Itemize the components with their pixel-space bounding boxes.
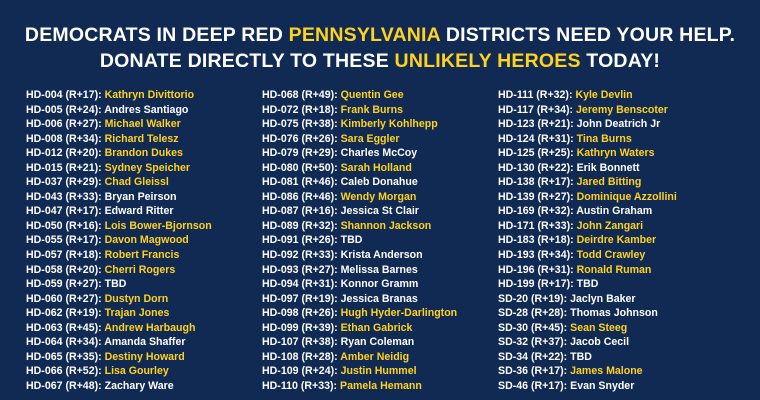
district-label: SD-20 (R+19): — [498, 292, 568, 305]
candidate-column — [498, 88, 734, 393]
candidate-entry — [498, 175, 728, 190]
candidate-entry — [26, 190, 256, 205]
district-label: HD-099 (R+39): — [262, 321, 338, 334]
candidate-name: Ronald Ruman — [576, 263, 652, 276]
district-label: HD-089 (R+32): — [262, 219, 338, 232]
district-label: HD-117 (R+34): — [498, 103, 574, 116]
candidate-name: Justin Hummel — [340, 365, 417, 378]
candidate-entry — [26, 204, 256, 219]
candidate-entry — [262, 379, 492, 394]
candidate-name: Lisa Gourley — [104, 365, 169, 378]
candidate-entry — [262, 248, 492, 263]
district-label: HD-125 (R+25): — [498, 147, 574, 160]
candidate-entry — [26, 248, 256, 263]
candidate-name: Jared Bitting — [576, 176, 642, 189]
candidate-name: Charles McCoy — [340, 147, 418, 160]
candidate-entry — [26, 263, 256, 278]
district-label: HD-060 (R+27): — [26, 292, 102, 305]
candidate-entry — [26, 117, 256, 132]
candidate-name: Deirdre Kamber — [576, 234, 657, 247]
district-label: HD-092 (R+33): — [262, 249, 338, 262]
candidate-name: Amanda Shaffer — [104, 336, 186, 349]
candidate-name: Kimberly Kohlhepp — [340, 118, 438, 131]
district-label: HD-066 (R+52): — [26, 365, 102, 378]
headline-line-2-part-b: TODAY! — [580, 50, 661, 72]
candidate-name: Austin Graham — [576, 205, 653, 218]
candidate-name: Dustyn Dorn — [104, 292, 169, 305]
candidate-name: Thomas Johnson — [570, 307, 658, 320]
candidate-name: Krista Anderson — [340, 249, 423, 262]
candidate-name: Tina Burns — [576, 132, 632, 145]
district-label: HD-111 (R+32): — [498, 89, 573, 101]
district-label: HD-079 (R+29): — [262, 147, 338, 160]
candidate-name: Sydney Speicher — [104, 161, 190, 174]
district-label: HD-055 (R+17): — [26, 234, 102, 247]
district-label: HD-193 (R+34): — [498, 249, 574, 262]
candidate-entry — [498, 292, 728, 307]
district-label: SD-36 (R+17): — [498, 365, 568, 378]
district-label: SD-28 (R+28): — [498, 307, 568, 320]
candidate-name: Erik Bonnett — [576, 161, 640, 174]
district-label: HD-124 (R+31): — [498, 132, 574, 145]
district-label: HD-076 (R+26): — [262, 132, 338, 145]
candidate-name: Quentin Gee — [340, 89, 404, 101]
district-label: HD-050 (R+16): — [26, 219, 102, 232]
candidate-column — [262, 88, 498, 393]
district-label: HD-130 (R+22): — [498, 161, 574, 174]
district-label: HD-012 (R+20): — [26, 147, 102, 160]
candidate-columns — [0, 74, 760, 393]
district-label: HD-080 (R+50): — [262, 161, 338, 174]
candidate-entry — [498, 190, 728, 205]
candidate-entry — [498, 103, 728, 118]
candidate-entry — [26, 350, 256, 365]
candidate-entry — [262, 190, 492, 205]
candidate-name: TBD — [104, 278, 127, 291]
district-label: HD-005 (R+24): — [26, 103, 102, 116]
candidate-name: Evan Snyder — [570, 379, 635, 392]
candidate-entry — [498, 248, 728, 263]
district-label: HD-171 (R+33): — [498, 219, 574, 232]
candidate-entry — [498, 379, 728, 394]
candidate-name: Jeremy Benscoter — [576, 103, 668, 116]
candidate-name: Melissa Barnes — [340, 263, 418, 276]
candidate-name: Chad Gleissl — [104, 176, 169, 189]
candidate-entry — [26, 219, 256, 234]
candidate-name: Richard Telesz — [104, 132, 179, 145]
candidate-entry — [498, 219, 728, 234]
district-label: HD-107 (R+38): — [262, 336, 338, 349]
candidate-entry — [26, 364, 256, 379]
candidate-entry — [262, 132, 492, 147]
candidate-name: Hugh Hyder-Darlington — [340, 307, 458, 320]
candidate-name: Todd Crawley — [576, 249, 646, 262]
candidate-entry — [26, 132, 256, 147]
candidate-entry — [262, 306, 492, 321]
candidate-entry — [26, 292, 256, 307]
candidate-entry — [498, 132, 728, 147]
candidate-entry — [26, 88, 256, 103]
district-label: HD-062 (R+19): — [26, 307, 102, 320]
candidate-entry — [498, 335, 728, 350]
candidate-name: Ryan Coleman — [340, 336, 415, 349]
district-label: HD-043 (R+33): — [26, 190, 102, 203]
district-label: HD-086 (R+46): — [262, 190, 338, 203]
candidate-entry — [26, 321, 256, 336]
district-label: HD-087 (R+16): — [262, 205, 338, 218]
candidate-name: Edward Ritter — [104, 205, 174, 218]
district-label: HD-047 (R+17): — [26, 205, 102, 218]
candidate-name: Caleb Donahue — [340, 176, 418, 189]
district-label: HD-015 (R+21): — [26, 161, 102, 174]
candidate-name: Cherri Rogers — [104, 263, 176, 276]
headline-highlight-heroes: UNLIKELY HEROES — [394, 50, 581, 72]
candidate-entry — [498, 277, 728, 292]
candidate-entry — [262, 204, 492, 219]
candidate-entry — [262, 263, 492, 278]
district-label: HD-068 (R+49): — [262, 89, 338, 101]
candidate-entry — [262, 335, 492, 350]
district-label: HD-064 (R+34): — [26, 336, 102, 349]
candidate-name: Davon Magwood — [104, 234, 189, 247]
district-label: HD-063 (R+45): — [26, 321, 102, 334]
candidate-entry — [262, 219, 492, 234]
district-label: HD-138 (R+17): — [498, 176, 574, 189]
candidate-name: Jessica Branas — [340, 292, 418, 305]
candidate-name: Shannon Jackson — [340, 219, 432, 232]
district-label: HD-037 (R+29): — [26, 176, 102, 189]
candidate-name: Jaclyn Baker — [570, 292, 636, 305]
district-label: HD-065 (R+35): — [26, 350, 102, 363]
candidate-name: Lois Bower-Bjornson — [104, 219, 212, 232]
candidate-entry — [262, 277, 492, 292]
candidate-name: TBD — [576, 278, 599, 291]
candidate-entry — [26, 379, 256, 394]
district-label: HD-093 (R+27): — [262, 263, 338, 276]
candidate-name: Kyle Devlin — [575, 89, 633, 101]
district-label: HD-091 (R+26): — [262, 234, 338, 247]
district-label: HD-058 (R+20): — [26, 263, 102, 276]
candidate-entry — [498, 364, 728, 379]
candidate-name: Brandon Dukes — [104, 147, 183, 160]
candidate-entry — [262, 161, 492, 176]
candidate-entry — [498, 88, 728, 103]
candidate-name: Michael Walker — [104, 118, 181, 131]
candidate-entry — [26, 335, 256, 350]
district-label: HD-196 (R+31): — [498, 263, 574, 276]
district-label: HD-059 (R+27): — [26, 278, 102, 291]
candidate-entry — [498, 117, 728, 132]
district-label: HD-067 (R+48): — [26, 379, 102, 392]
district-label: HD-098 (R+26): — [262, 307, 338, 320]
candidate-entry — [26, 146, 256, 161]
candidate-name: Konnor Gramm — [340, 278, 419, 291]
district-label: HD-183 (R+18): — [498, 234, 574, 247]
candidate-name: Sarah Holland — [340, 161, 412, 174]
headline-highlight-state: PENNSYLVANIA — [288, 24, 441, 46]
district-label: HD-097 (R+19): — [262, 292, 338, 305]
candidate-name: Amber Neidig — [340, 350, 410, 363]
headline-line-1 — [20, 22, 740, 48]
district-label: HD-075 (R+38): — [262, 118, 338, 131]
candidate-entry — [498, 233, 728, 248]
district-label: SD-46 (R+17): — [498, 379, 568, 392]
candidate-entry — [498, 306, 728, 321]
headline-line-1-part-b: DISTRICTS NEED YOUR HELP. — [440, 24, 736, 46]
headline-line-2-part-a: DONATE DIRECTLY TO THESE — [99, 50, 395, 72]
district-label: HD-004 (R+17): — [26, 89, 102, 101]
candidate-name: James Malone — [570, 365, 643, 378]
candidate-name: Zachary Ware — [104, 379, 174, 392]
candidate-entry — [262, 175, 492, 190]
district-label: HD-072 (R+18): — [262, 103, 338, 116]
district-label: SD-34 (R+22): — [498, 350, 568, 363]
candidate-entry — [498, 263, 728, 278]
district-label: HD-057 (R+18): — [26, 249, 102, 262]
district-label: HD-109 (R+24): — [262, 365, 338, 378]
candidate-name: Frank Burns — [340, 103, 404, 116]
district-label: HD-008 (R+34): — [26, 132, 102, 145]
headline-line-2 — [20, 48, 740, 74]
district-label: HD-123 (R+21): — [498, 118, 574, 131]
candidate-name: Kathryn Waters — [576, 147, 655, 160]
candidate-name: Destiny Howard — [104, 350, 185, 363]
candidate-entry — [498, 146, 728, 161]
district-label: HD-006 (R+27): — [26, 118, 102, 131]
candidate-entry — [262, 233, 492, 248]
candidate-entry — [26, 306, 256, 321]
candidate-entry — [26, 175, 256, 190]
district-label: SD-30 (R+45): — [498, 321, 568, 334]
district-label: HD-081 (R+46): — [262, 176, 338, 189]
candidate-entry — [498, 321, 728, 336]
candidate-name: Wendy Morgan — [340, 190, 417, 203]
candidate-name: Jessica St Clair — [340, 205, 419, 218]
district-label: HD-110 (R+33): — [262, 379, 338, 392]
candidate-entry — [262, 321, 492, 336]
candidate-entry — [26, 161, 256, 176]
candidate-name: Jacob Cecil — [570, 336, 630, 349]
candidate-name: Andres Santiago — [104, 103, 189, 116]
district-label: HD-094 (R+31): — [262, 278, 338, 291]
candidate-name: Bryan Peirson — [104, 190, 177, 203]
district-label: HD-169 (R+32): — [498, 205, 574, 218]
candidate-name: Sara Eggler — [340, 132, 400, 145]
candidate-entry — [498, 161, 728, 176]
district-label: HD-139 (R+27): — [498, 190, 574, 203]
candidate-entry — [262, 350, 492, 365]
headline-line-1-part-a: DEMOCRATS IN DEEP RED — [24, 24, 289, 46]
candidate-name: John Zangari — [576, 219, 644, 232]
candidate-name: Andrew Harbaugh — [104, 321, 196, 334]
candidate-entry — [262, 103, 492, 118]
candidate-entry — [262, 88, 492, 103]
candidate-entry — [262, 117, 492, 132]
candidate-entry — [498, 350, 728, 365]
district-label: SD-32 (R+37): — [498, 336, 568, 349]
candidate-column — [26, 88, 262, 393]
candidate-name: Robert Francis — [104, 249, 180, 262]
candidate-entry — [262, 292, 492, 307]
candidate-name: Trajan Jones — [104, 307, 170, 320]
candidate-name: Dominique Azzollini — [576, 190, 677, 203]
candidate-entry — [26, 103, 256, 118]
candidate-entry — [262, 146, 492, 161]
candidate-name: TBD — [340, 234, 363, 247]
candidate-entry — [262, 364, 492, 379]
candidate-entry — [498, 204, 728, 219]
candidate-entry — [26, 277, 256, 292]
candidate-name: Sean Steeg — [570, 321, 628, 334]
district-label: HD-108 (R+28): — [262, 350, 338, 363]
candidate-name: Pamela Hemann — [340, 379, 422, 392]
candidate-name: John Deatrich Jr — [576, 118, 661, 131]
candidate-name: Kathryn Divittorio — [104, 89, 195, 101]
candidate-entry — [26, 233, 256, 248]
district-label: HD-199 (R+17): — [498, 278, 574, 291]
candidate-name: Ethan Gabrick — [340, 321, 413, 334]
page-title — [0, 0, 760, 74]
candidate-name: TBD — [570, 350, 592, 363]
